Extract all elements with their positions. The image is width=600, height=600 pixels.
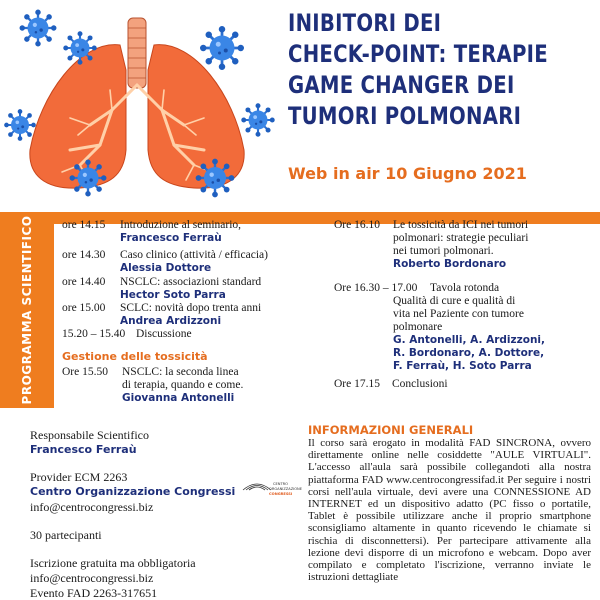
program-speaker: Giovanna Antonelli <box>122 392 235 404</box>
lungs-virus-illustration <box>0 0 285 205</box>
participants-count: 30 partecipanti <box>30 528 102 542</box>
program-item <box>393 282 545 373</box>
program-topic: polmonari: strategie peculiari <box>393 232 529 244</box>
program-topic: Discussione <box>136 328 192 340</box>
program-item <box>120 249 268 275</box>
program-item <box>393 219 528 271</box>
scientific-lead-label: Responsabile Scientifico <box>30 428 149 442</box>
program-time: ore 14.15 <box>62 219 106 231</box>
title-line: CHECK-POINT: TERAPIE <box>288 40 548 68</box>
program-topic: nei tumori polmonari. <box>393 245 494 257</box>
event-code: Evento FAD 2263-317651 <box>30 586 158 600</box>
program-speaker: Roberto Bordonaro <box>393 258 507 270</box>
scientific-lead-name: Francesco Ferraù <box>30 443 137 456</box>
page-title <box>288 8 548 132</box>
organizer-name: Centro Organizzazione Congressi <box>30 485 236 498</box>
program-time: Ore 16.10 <box>334 219 380 231</box>
organizer-logo <box>235 478 303 504</box>
program-time: ore 14.30 <box>62 249 106 261</box>
logo-word: CONGRESSI <box>269 492 293 496</box>
program-time: Ore 17.15 <box>334 378 380 390</box>
program-speaker: Hector Soto Parra <box>120 289 226 301</box>
program-topic: NSCLC: associazioni standard <box>120 276 262 288</box>
program-item <box>120 219 241 245</box>
registration-text: Iscrizione gratuita ma obbligatoria <box>30 556 196 570</box>
program-time: ore 14.40 <box>62 276 106 288</box>
info-heading: INFORMAZIONI GENERALI <box>308 423 474 437</box>
logo-word: ORGANIZZAZIONE <box>269 487 303 491</box>
program-topic: Caso clinico (attività / efficacia) <box>120 249 268 261</box>
provider-text: Provider ECM 2263 <box>30 470 128 484</box>
program-side-label: PROGRAMMA SCIENTIFICO <box>20 215 34 405</box>
program-topic: SCLC: novità dopo trenta anni <box>120 302 262 314</box>
program-speaker: Andrea Ardizzoni <box>120 315 222 327</box>
program-topic: Tavola rotonda <box>430 282 500 294</box>
program-item <box>122 366 243 405</box>
program-item <box>120 276 261 302</box>
program-speaker: G. Antonelli, A. Ardizzoni, <box>393 334 546 346</box>
registration-email[interactable]: info@centrocongressi.biz <box>30 571 154 585</box>
program-speaker: Francesco Ferraù <box>120 232 222 244</box>
program-topic: vita nel Paziente con tumore <box>393 308 524 320</box>
program-topic: Le tossicità da ICI nei tumori <box>393 219 529 231</box>
program-time: ore 15.00 <box>62 302 106 314</box>
program-topic: di terapia, quando e come. <box>122 379 244 391</box>
program-time: Ore 15.50 <box>62 366 108 378</box>
title-line: GAME CHANGER DEI <box>288 71 515 99</box>
program-topic: polmonare <box>393 321 443 333</box>
section-heading: Gestione delle tossicità <box>62 350 208 363</box>
program-speaker: F. Ferraù, H. Soto Parra <box>393 360 532 372</box>
program-item <box>120 302 261 328</box>
info-body: Il corso sarà erogato in modalità FAD SINCRONA, ovvero direttamente online nelle cosiddette "AULE VIRTUALI". L'accesso all'aula sarà possibile collegandoti alla nostra piattaforma FAD www.centrocongressifad.it Per seguire i nostri corsi nell'aula virtuale, devi avere una CONNESSIONE AD INTERNET ed un dispositivo adatto (PC fisso o portatile, Tablet è possibile utilizzare anche il proprio smartphone sconsigliamo altamente in quanto ricevendo le chiamate si rischia di disconnettersi). Per partecipare attivamente alla lezione devi disporre di un microfono e webcam. Dopo aver compilato e completato l'iscrizione, verranno inviate le istruzioni dettagliate <box>308 437 591 584</box>
program-topic: Conclusioni <box>392 378 448 390</box>
program-topic: Introduzione al seminario, <box>120 219 242 231</box>
program-topic: NSCLC: la seconda linea <box>122 366 239 378</box>
program-speaker: Alessia Dottore <box>120 262 212 274</box>
program-topic: Qualità di cure e qualità di <box>393 295 516 307</box>
organizer-email[interactable]: info@centrocongressi.biz <box>30 500 154 514</box>
logo-word: CENTRO <box>273 482 288 486</box>
event-date: Web in air 10 Giugno 2021 <box>288 164 527 183</box>
program-speaker: R. Bordonaro, A. Dottore, <box>393 347 545 359</box>
program-time: Ore 16.30 – 17.00 <box>334 282 418 294</box>
title-line: TUMORI POLMONARI <box>288 102 522 130</box>
program-time: 15.20 – 15.40 <box>62 328 126 340</box>
title-line: INIBITORI DEI <box>288 9 442 37</box>
